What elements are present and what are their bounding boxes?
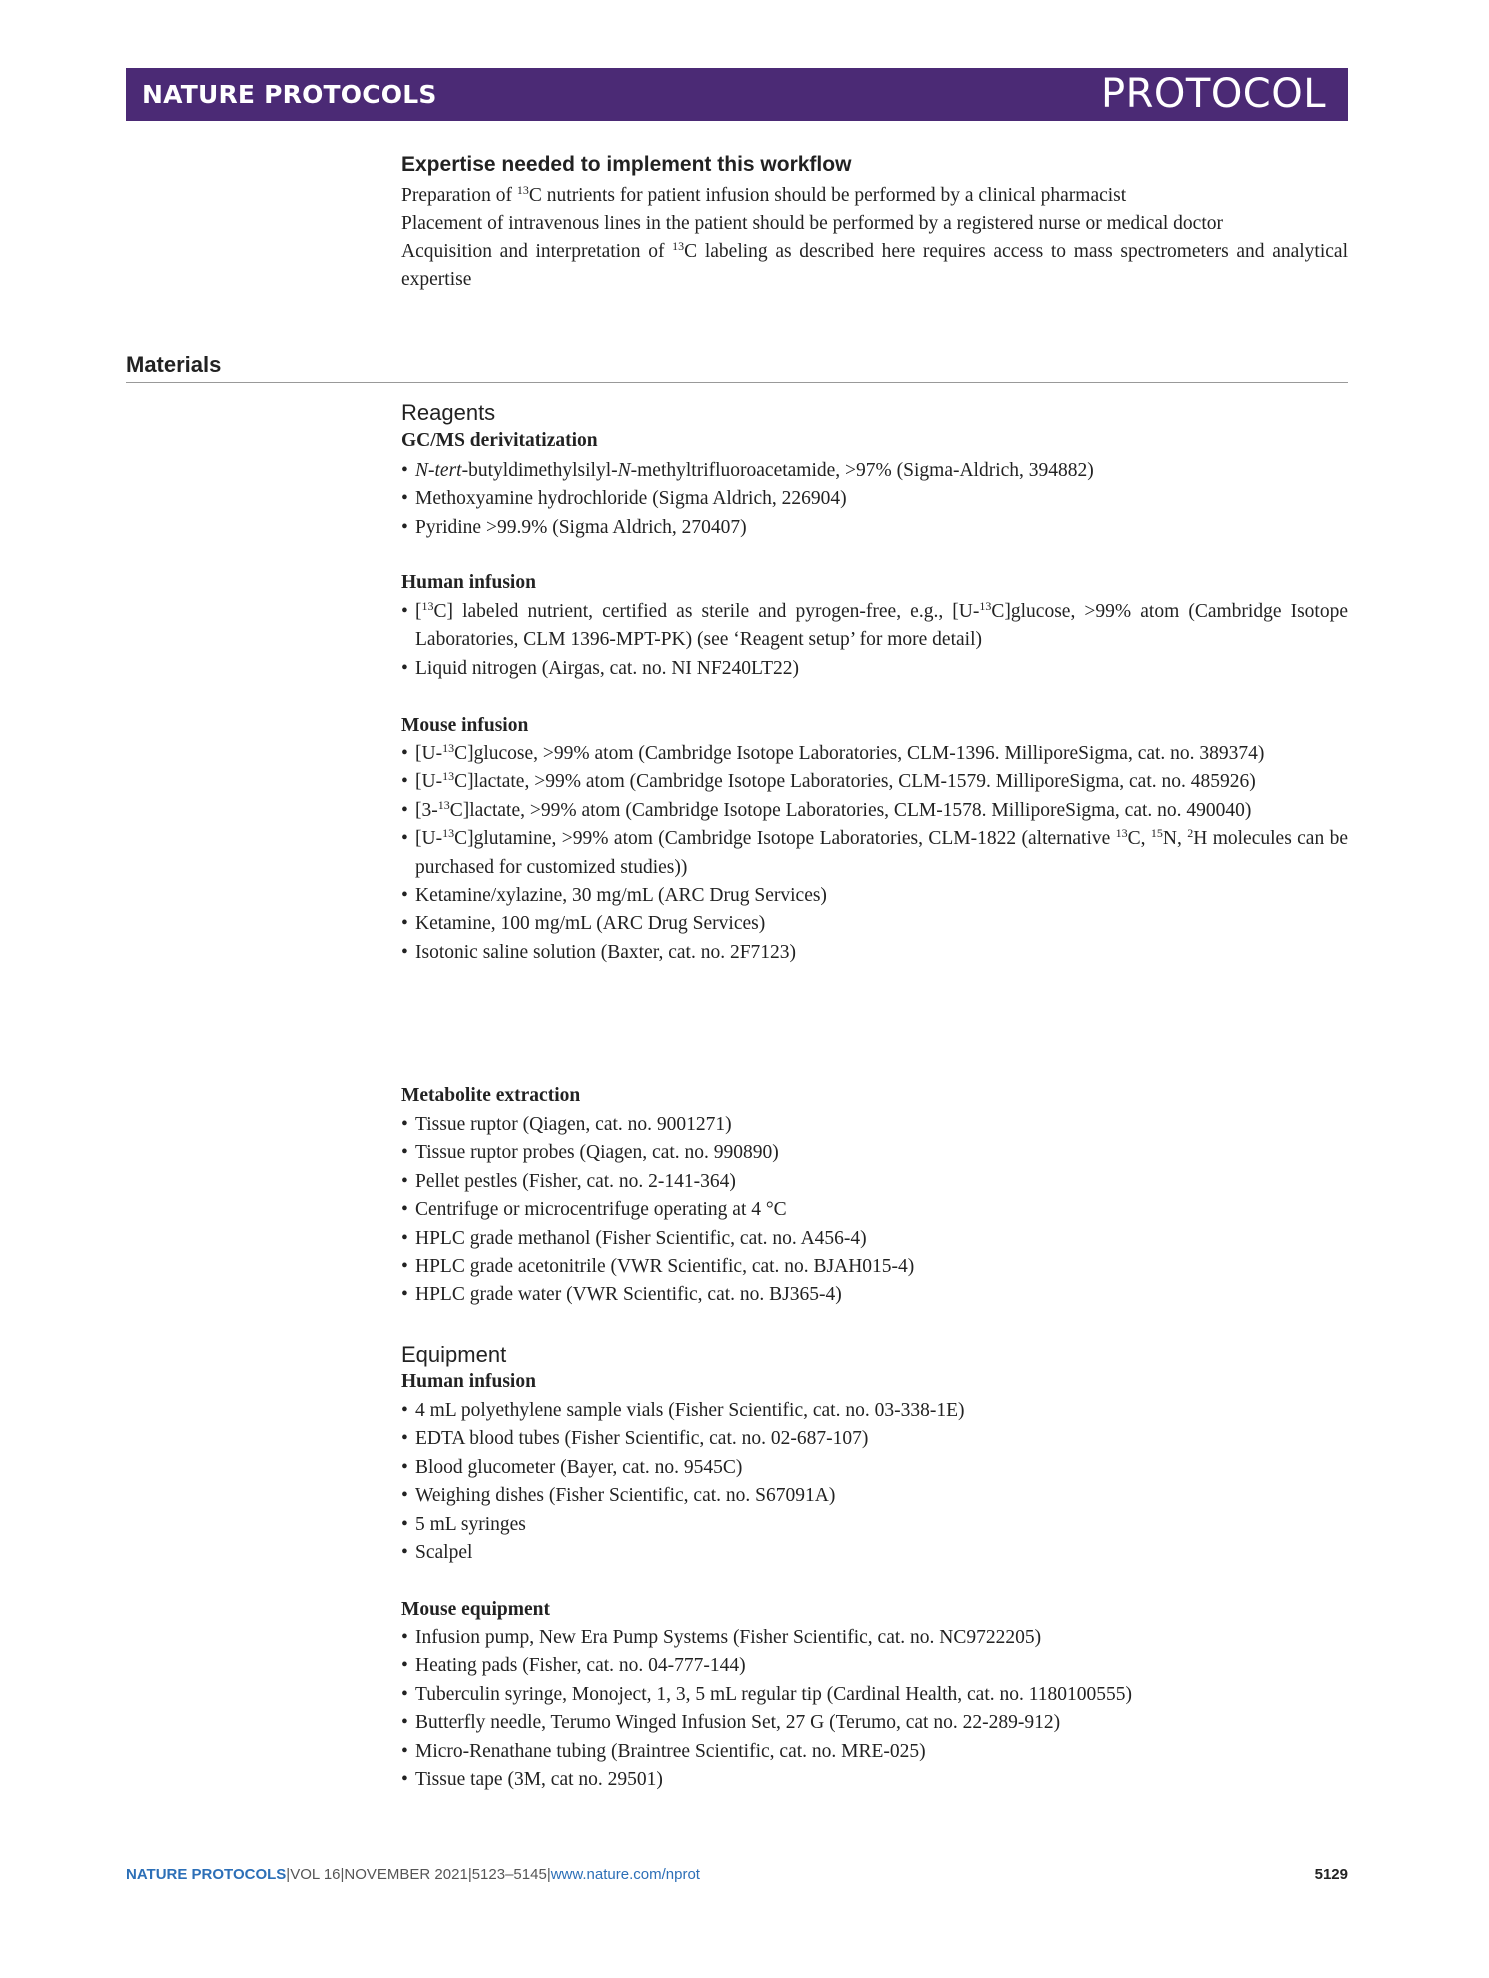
page-footer bbox=[126, 1866, 1348, 1890]
equipment-mouse-subheading: Mouse equipment bbox=[401, 1599, 550, 1620]
expertise-text bbox=[401, 182, 1348, 294]
list-item: • [U-$^{13}$C]lactate, >99% atom (Cambridge Isotope Laboratories, CLM-1579. MilliporeSigma, cat. no. 485926) bbox=[401, 768, 1348, 796]
list-item: • Methoxyamine hydrochloride (Sigma Aldrich, 226904) bbox=[401, 485, 1348, 513]
list-item: • EDTA blood tubes (Fisher Scientific, cat. no. 02-687-107) bbox=[401, 1425, 1348, 1453]
journal-header-banner bbox=[126, 68, 1348, 121]
extraction-list bbox=[401, 1111, 1348, 1310]
gcms-subheading: GC/MS derivitatization bbox=[401, 430, 598, 451]
list-item: • HPLC grade water (VWR Scientific, cat. no. BJ365-4) bbox=[401, 1281, 1348, 1309]
list-item: • Centrifuge or microcentrifuge operating at 4 °C bbox=[401, 1196, 1348, 1224]
expertise-heading: Expertise needed to implement this workflow bbox=[401, 153, 852, 176]
list-item: • Pellet pestles (Fisher, cat. no. 2-141-364) bbox=[401, 1168, 1348, 1196]
list-item: • HPLC grade acetonitrile (VWR Scientific, cat. no. BJAH015-4) bbox=[401, 1253, 1348, 1281]
list-item: • Scalpel bbox=[401, 1539, 1348, 1567]
list-item: • Ketamine/xylazine, 30 mg/mL (ARC Drug Services) bbox=[401, 882, 1348, 910]
gcms-list bbox=[401, 457, 1348, 542]
human-infusion-subheading: Human infusion bbox=[401, 572, 536, 593]
journal-name: NATURE PROTOCOLS bbox=[142, 80, 437, 109]
list-item: • Ketamine, 100 mg/mL (ARC Drug Services) bbox=[401, 910, 1348, 938]
list-item: • [U-$^{13}$C]glucose, >99% atom (Cambridge Isotope Laboratories, CLM-1396. MilliporeSigma, cat. no. 389374) bbox=[401, 740, 1348, 768]
list-item: • HPLC grade methanol (Fisher Scientific, cat. no. A456-4) bbox=[401, 1225, 1348, 1253]
list-item: • Pyridine >99.9% (Sigma Aldrich, 270407) bbox=[401, 514, 1348, 542]
list-item: • Weighing dishes (Fisher Scientific, cat. no. S67091A) bbox=[401, 1482, 1348, 1510]
extraction-subheading: Metabolite extraction bbox=[401, 1085, 581, 1106]
footer-volume: VOL 16 bbox=[290, 1866, 341, 1883]
mouse-infusion-list bbox=[401, 740, 1348, 967]
list-item: • Heating pads (Fisher, cat. no. 04-777-144) bbox=[401, 1652, 1348, 1680]
footer-journal: NATURE PROTOCOLS bbox=[126, 1866, 287, 1883]
footer-pages: 5123–5145 bbox=[471, 1866, 547, 1883]
list-item: • Tuberculin syringe, Monoject, 1, 3, 5 mL regular tip (Cardinal Health, cat. no. 1180100555) bbox=[401, 1681, 1348, 1709]
list-item: • Isotonic saline solution (Baxter, cat. no. 2F7123) bbox=[401, 939, 1348, 967]
equipment-human-list bbox=[401, 1397, 1348, 1567]
section-divider bbox=[126, 382, 1348, 383]
list-item: • Butterfly needle, Terumo Winged Infusion Set, 27 G (Terumo, cat no. 22-289-912) bbox=[401, 1709, 1348, 1737]
equipment-heading: Equipment bbox=[401, 1342, 507, 1367]
mouse-infusion-subheading: Mouse infusion bbox=[401, 715, 529, 736]
list-item: • Micro-Renathane tubing (Braintree Scientific, cat. no. MRE-025) bbox=[401, 1738, 1348, 1766]
list-item: • [$^{13}$C] labeled nutrient, certified as sterile and pyrogen-free, e.g., [U-$^{13}$C]glucose, >99% atom (Cambridge Isotope Laboratories, CLM 1396-MPT-PK) (see ‘Reagent setup’ for more detail) bbox=[401, 598, 1348, 655]
list-item: • Infusion pump, New Era Pump Systems (Fisher Scientific, cat. no. NC9722205) bbox=[401, 1624, 1348, 1652]
list-item: • [U-$^{13}$C]glutamine, >99% atom (Cambridge Isotope Laboratories, CLM-1822 (alternative $^{13}$C, $^{15}$N, $^2$H molecules can be purchased for customized studies)) bbox=[401, 825, 1348, 882]
expertise-line-3: Acquisition and interpretation of $^{13}$C labeling as described here requires access to mass spectrometers and analytical expertise bbox=[401, 239, 1349, 290]
list-item: • N-tert-butyldimethylsilyl-N-methyltrifluoroacetamide, >97% (Sigma-Aldrich, 394882) bbox=[401, 457, 1348, 485]
footer-url-link[interactable]: www.nature.com/nprot bbox=[550, 1866, 700, 1883]
human-infusion-list bbox=[401, 598, 1348, 683]
list-item: • 5 mL syringes bbox=[401, 1511, 1348, 1539]
list-item: • Blood glucometer (Bayer, cat. no. 9545C) bbox=[401, 1454, 1348, 1482]
footer-citation: NATURE PROTOCOLS|VOL 16|NOVEMBER 2021|5123–5145|www.nature.com/nprot bbox=[126, 1866, 700, 1883]
list-item: • Liquid nitrogen (Airgas, cat. no. NI NF240LT22) bbox=[401, 655, 1348, 683]
list-item: • 4 mL polyethylene sample vials (Fisher Scientific, cat. no. 03-338-1E) bbox=[401, 1397, 1348, 1425]
reagents-heading: Reagents bbox=[401, 400, 496, 425]
page-number: 5129 bbox=[1314, 1866, 1348, 1883]
list-item: • [3-$^{13}$C]lactate, >99% atom (Cambridge Isotope Laboratories, CLM-1578. MilliporeSigma, cat. no. 490040) bbox=[401, 797, 1348, 825]
list-item: • Tissue tape (3M, cat no. 29501) bbox=[401, 1766, 1348, 1794]
article-type: PROTOCOL bbox=[1100, 71, 1326, 117]
expertise-line-1: Preparation of $^{13}$C nutrients for patient infusion should be performed by a clinical pharmacist bbox=[401, 183, 1127, 206]
equipment-human-subheading: Human infusion bbox=[401, 1371, 536, 1392]
equipment-mouse-list bbox=[401, 1624, 1348, 1794]
list-item: • Tissue ruptor probes (Qiagen, cat. no. 990890) bbox=[401, 1139, 1348, 1167]
expertise-line-2: Placement of intravenous lines in the patient should be performed by a registered nurse or medical doctor bbox=[401, 213, 1223, 234]
list-item: • Tissue ruptor (Qiagen, cat. no. 9001271) bbox=[401, 1111, 1348, 1139]
footer-date: NOVEMBER 2021 bbox=[344, 1866, 468, 1883]
materials-heading: Materials bbox=[126, 352, 222, 377]
